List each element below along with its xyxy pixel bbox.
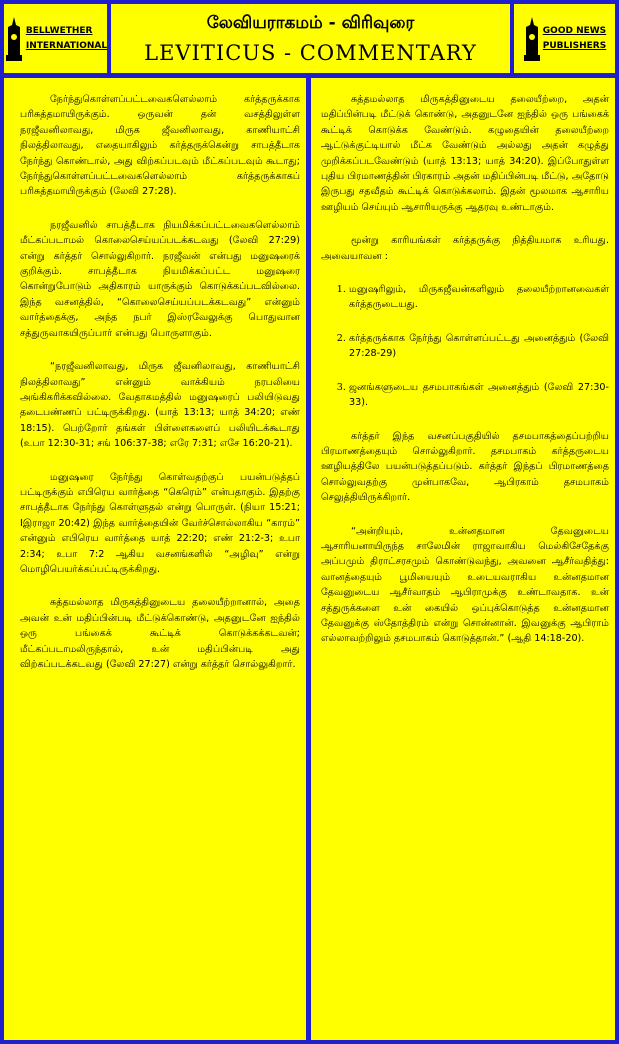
page-title-english: LEVITICUS - COMMENTARY bbox=[144, 41, 477, 65]
paragraph: சுத்தமல்லாத மிருகத்தினுடைய தலையீற்றானால், அதை அவன் உன் மதிப்பின்படி மீட்டுக்கொண்டு, அதனுடனே ஐந்தில் ஒரு பங்கைக் கூட்டிக் கொடுக்கக்கடவன்; மீட்கப்படாமலிருந்தால், உன் மதிப்பின்படி அது விற்கப்படக்கடவது (லேவி 27:27) என்று கர்த்தர் சொல்லுகிறார். bbox=[20, 597, 300, 670]
left-column bbox=[4, 78, 306, 1040]
paragraph: மூன்று காரியங்கள் கர்த்தருக்கு நித்தியமாக உரியது. அவையாவன : bbox=[321, 235, 609, 262]
page-header bbox=[111, 4, 510, 73]
paragraph: நரஜீவனில் சாபத்தீடாக நியமிக்கப்பட்டவைகளெல்லாம் மீட்கப்படாமல் கொலைசெய்யப்படக்கடவது (லேவி 27:29) என்று கர்த்தர் சொல்லுகிறார். நரஜீவன் என்பது மனுஷரைக் குறிக்கும். சாபத்தீடாக நியமிக்கப்பட்ட மனுஷரை கொன்றுபோடும் அதிகாரம் யாருக்கும் கொடுக்கப்படவில்லை. இந்த வசனத்தில், “கொலைசெய்யப்படக்கடவது” என்னும் வார்த்தைக்கு, அந்த நபர் இஸ்ரவேலுக்கு பொதுவான சத்துருவாகயிருப்பார் என்பது பொருளாகும். bbox=[20, 219, 300, 339]
logo-left-line2: INTERNATIONAL bbox=[25, 40, 108, 51]
paragraph: சுத்தமல்லாத மிருகத்தினுடைய தலையீற்றை, அதன் மதிப்பின்படி மீட்டுக் கொண்டு, அதனுடனே ஐந்தில் ஒரு பங்கைக் கூட்டிக் கொடுக்க வேண்டும். கழுதையின் தலையீற்றை ஆட்டுக்குட்டியால் மீட்க வேண்டும் அல்லது அதன் கழுத்து முறிக்கப்படவேண்டும் (யாத் 13:13; யாத் 34:20). இப்போதுள்ள புதிய பிரமாணத்தின் பிரகாரம் அதன் மதிப்பின்படி மீட்டு, அதோடு இருபது சதவீதம் கூட்டிக் கொடுக்கலாம். இதன் மூலமாக ஆசாரிய ஊழியம் செய்யும் ஆசாரியருக்கு ஆதரவு உண்டாகும். bbox=[321, 94, 609, 213]
numbered-list bbox=[321, 282, 609, 410]
good-news-logo-icon bbox=[523, 15, 541, 63]
right-column bbox=[311, 78, 615, 1040]
logo-right-line2: PUBLISHERS bbox=[542, 40, 607, 51]
paragraph: “நரஜீவனிலாவது, மிருக ஜீவனிலாவது, காணியாட்சி நிலத்திலாவது” என்னும் வாக்கியம் நரபலியை அங்கிகரிக்கவில்லை. வேதாகமத்தில் மனுஷரைப் பலியிடுவது தடைபண்ணப் பட்டிருக்கிறது. (யாத் 13:13; யாத் 34:20; எண் 18:15). பெற்றோர் தங்கள் பிள்ளைகளைப் பலியிடக்கூடாது (உபா 12:30-31; சங் 106:37-38; எரே 7:31; எசே 16:20-21). bbox=[20, 361, 300, 450]
page-title-tamil: லேவியராகமம் - விரிவுரை bbox=[206, 13, 415, 33]
list-item: 2. கர்த்தருக்காக நேர்ந்து கொள்ளப்பட்டது அனைத்தும் (லேவி 27:28-29) bbox=[349, 331, 609, 362]
paragraph: கர்த்தர் இந்த வசனப்பகுதியில் தசமபாகத்தைப்பற்றிய பிரமாணத்தையும் சொல்லுகிறார். தசமபாகம் கர்த்தருடைய ஊழியத்திலே பயன்படுத்தப்படும். கர்த்தர் இந்தப் பிரமாணத்தை சொல்லுவதற்கு முன்பாகவே, ஆபிரகாம் தசமபாகம் செலுத்தியிருக்கிறார். bbox=[321, 430, 609, 504]
paragraph: நேர்ந்துகொள்ளப்பட்டவைகளெல்லாம் கர்த்தருக்காக பரிசுத்தமாயிருக்கும். ஒருவன் தன் வசத்திலுள்ள நரஜீவனிலாவது, மிருக ஜீவனிலாவது, காணியாட்சி நிலத்திலாவது, எதையாகிலும் கர்த்தருக்கென்று சாபத்தீடாக நேர்ந்து கொண்டால், அது விற்கப்படவும் மீட்கப்படவும் கூடாது; நேர்ந்துகொள்ளப்பட்டவைகளெல்லாம் கர்த்தருக்காகப் பரிசுத்தமாயிருக்கும் (லேவி 27:28). bbox=[20, 94, 300, 198]
bellwether-logo bbox=[4, 4, 107, 73]
paragraph: மனுஷரை நேர்ந்து கொள்வதற்குப் பயன்படுத்தப் பட்டிருக்கும் எபிரெய வார்த்தை “கெரெம்” என்பதாகும். இதற்கு சாபத்தீடாக நேர்ந்து கொள்ளுதல் என்று பொருள். (நியா 15:21; Iஇராஜா 20:42) இந்த வார்த்தையின் வேர்ச்சொல்லாகிய “காரம்” என்னும் எபிரெய வார்த்தை யாத் 22:20; எண் 21:2-3; உபா 2:34; உபா 7:2 ஆகிய வசனங்களில் “அழிவு” என்று மொழிபெயர்க்கப்பட்டிருக்கிறது. bbox=[20, 471, 300, 575]
logo-left-line1: BELLWETHER bbox=[25, 25, 93, 36]
bellwether-logo-icon bbox=[4, 15, 24, 63]
list-item: 1. மனுஷரிலும், மிருகஜீவன்களிலும் தலையீற்றானவைகள் கர்த்தருடையது. bbox=[349, 282, 609, 313]
paragraph: “அன்றியும், உன்னதமான தேவனுடைய ஆசாரியனாயிருந்த சாலேமின் ராஜாவாகிய மெல்கிசேதேக்கு அப்பமும் திராட்சரசமும் கொண்டுவந்து, அவனை ஆசீர்வதித்து: வானத்தையும் பூமியையும் உடையவராகிய உன்னதமான தேவனுடைய ஆசீர்வாதம் ஆபிராமுக்கு உண்டாவதாக. உன் சத்துருக்களை உன் கையில் ஒப்புக்கொடுத்த உன்னதமான தேவனுக்கு ஸ்தோத்திரம் என்று சொன்னான். இவனுக்கு ஆபிராம் எல்லாவற்றிலும் தசமபாகம் கொடுத்தான்.” (ஆதி 14:18-20). bbox=[321, 525, 609, 645]
logo-right-line1: GOOD NEWS bbox=[542, 25, 607, 36]
list-item: 3. ஜனங்களுடைய தசமபாகங்கள் அனைத்தும் (லேவி 27:30-33). bbox=[349, 380, 609, 411]
good-news-logo bbox=[514, 4, 615, 73]
